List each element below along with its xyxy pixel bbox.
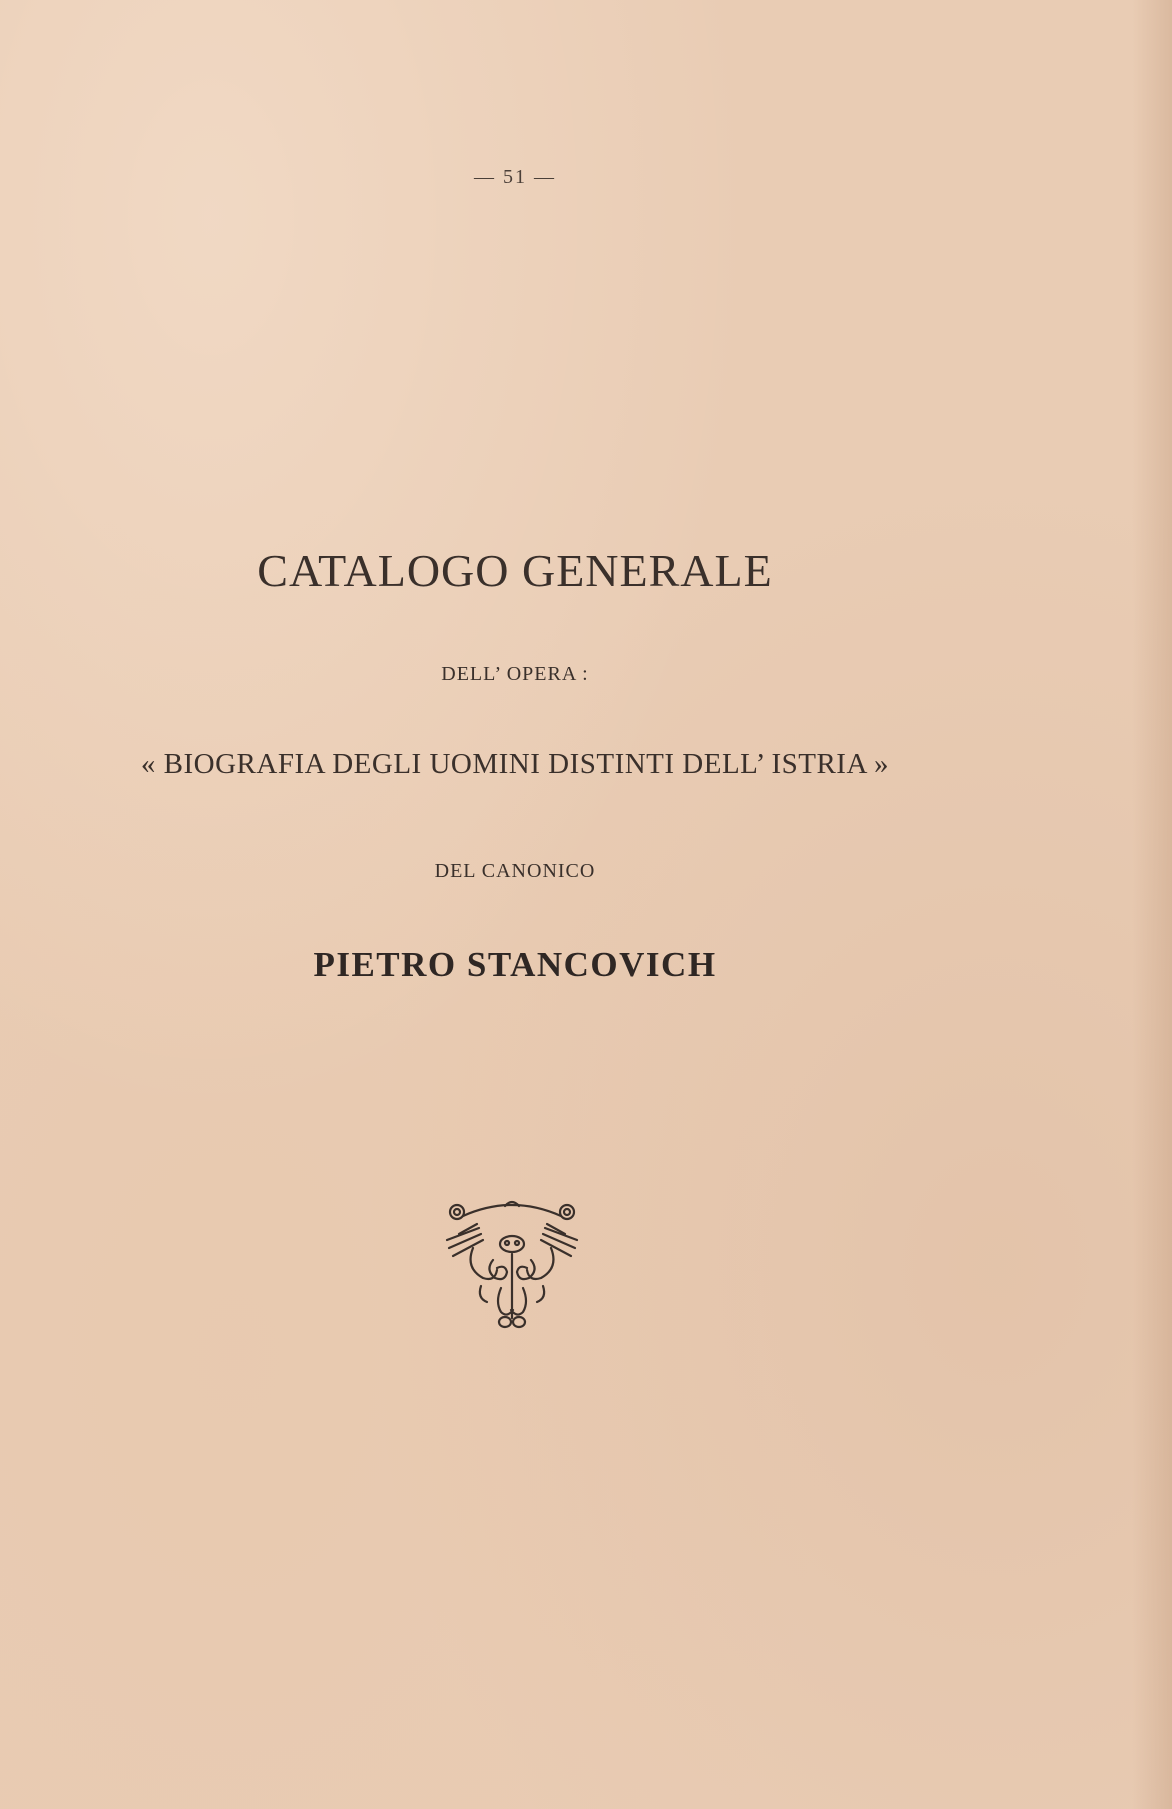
floral-ornament-icon bbox=[443, 1198, 581, 1332]
page-number: — 51 — bbox=[474, 166, 556, 188]
author-prefix: DEL CANONICO bbox=[434, 860, 596, 882]
catalog-title: CATALOGO GENERALE bbox=[257, 545, 773, 596]
author-name: PIETRO STANCOVICH bbox=[313, 945, 717, 984]
page-edge-shadow bbox=[1132, 0, 1172, 1809]
work-title: « BIOGRAFIA DEGLI UOMINI DISTINTI DELL’ ISTRIA » bbox=[140, 748, 890, 780]
subtitle-line: DELL’ OPERA : bbox=[441, 663, 589, 685]
